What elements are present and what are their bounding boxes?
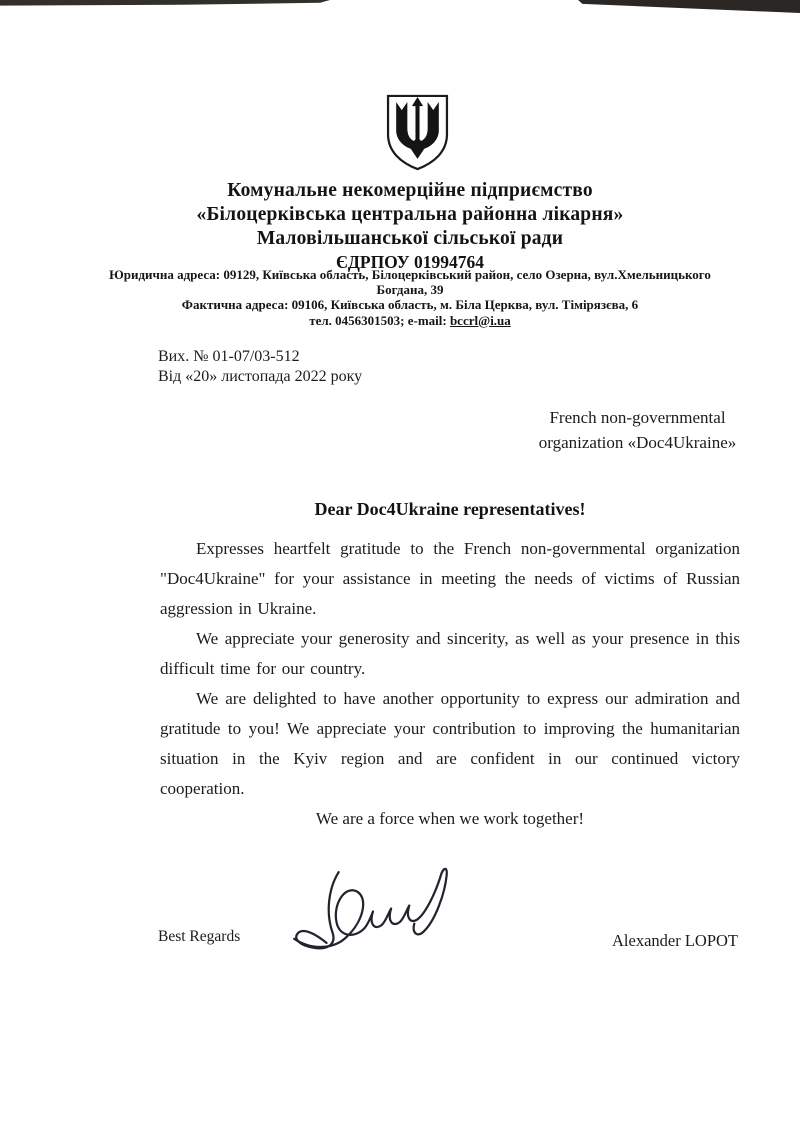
phone-email-prefix: тел. 0456301503; e-mail: (309, 312, 450, 328)
legal-address-line-1: Юридична адреса: 09129, Київська область, Білоцерківський район, село Озерна, вул.Хмельницького (109, 267, 711, 282)
org-name-line-1: Комунальне некомерційне підприємство (227, 180, 593, 201)
legal-address-line-2: Богдана, 39 (376, 282, 444, 298)
handwritten-signature-icon (282, 850, 474, 956)
recipient-block (510, 405, 765, 455)
letterhead (25, 179, 795, 274)
actual-address-line: Фактична адреса: 09106, Київська область, м. Біла Церква, вул. Тімірязєва, 6 (181, 297, 639, 313)
contact-line (25, 313, 795, 328)
body-paragraph-2: We appreciate your generosity and sincerity, as well as your presence in this difficult time for our country. (160, 629, 740, 678)
recipient-line-2: organization «Doc4Ukraine» (538, 433, 737, 452)
edrpou-line: ЄДРПОУ 01994764 (335, 252, 485, 272)
letter-date: Від «20» листопада 2022 року (158, 368, 363, 385)
scan-artifact-top-left (0, 0, 330, 7)
signer-name: Alexander LOPOT (612, 931, 739, 950)
ukraine-trident-emblem-icon (385, 93, 450, 172)
scan-artifact-top-right (578, 0, 800, 13)
reference-block (158, 347, 362, 387)
closing-phrase: Best Regards (158, 928, 241, 945)
recipient-line-1: French non-governmental (549, 408, 726, 427)
letterhead-addresses (25, 267, 795, 328)
body-paragraph-3: We are delighted to have another opportunity to express our admiration and gratitude to you! We appreciate your contribution to improving the humanitarian situation in the Kyiv region and are confident in our continued victory cooperation. (160, 689, 740, 798)
email-text: bccrl@i.ua (449, 312, 511, 328)
letter-body (160, 494, 740, 834)
body-paragraph-1: Expresses heartfelt gratitude to the French non-governmental organization "Doc4Ukraine" for your assistance in meeting the needs of victims of Russian aggression in Ukraine. (160, 539, 740, 618)
org-name-line-2: «Білоцерківська центральна районна лікарня» (196, 204, 624, 225)
outgoing-number: Вих. № 01-07/03-512 (158, 348, 300, 365)
org-name-line-3: Маловільшанської сільської ради (256, 228, 564, 249)
closing-slogan: We are a force when we work together! (315, 809, 585, 828)
salutation: Dear Doc4Ukraine representatives! (314, 499, 586, 519)
